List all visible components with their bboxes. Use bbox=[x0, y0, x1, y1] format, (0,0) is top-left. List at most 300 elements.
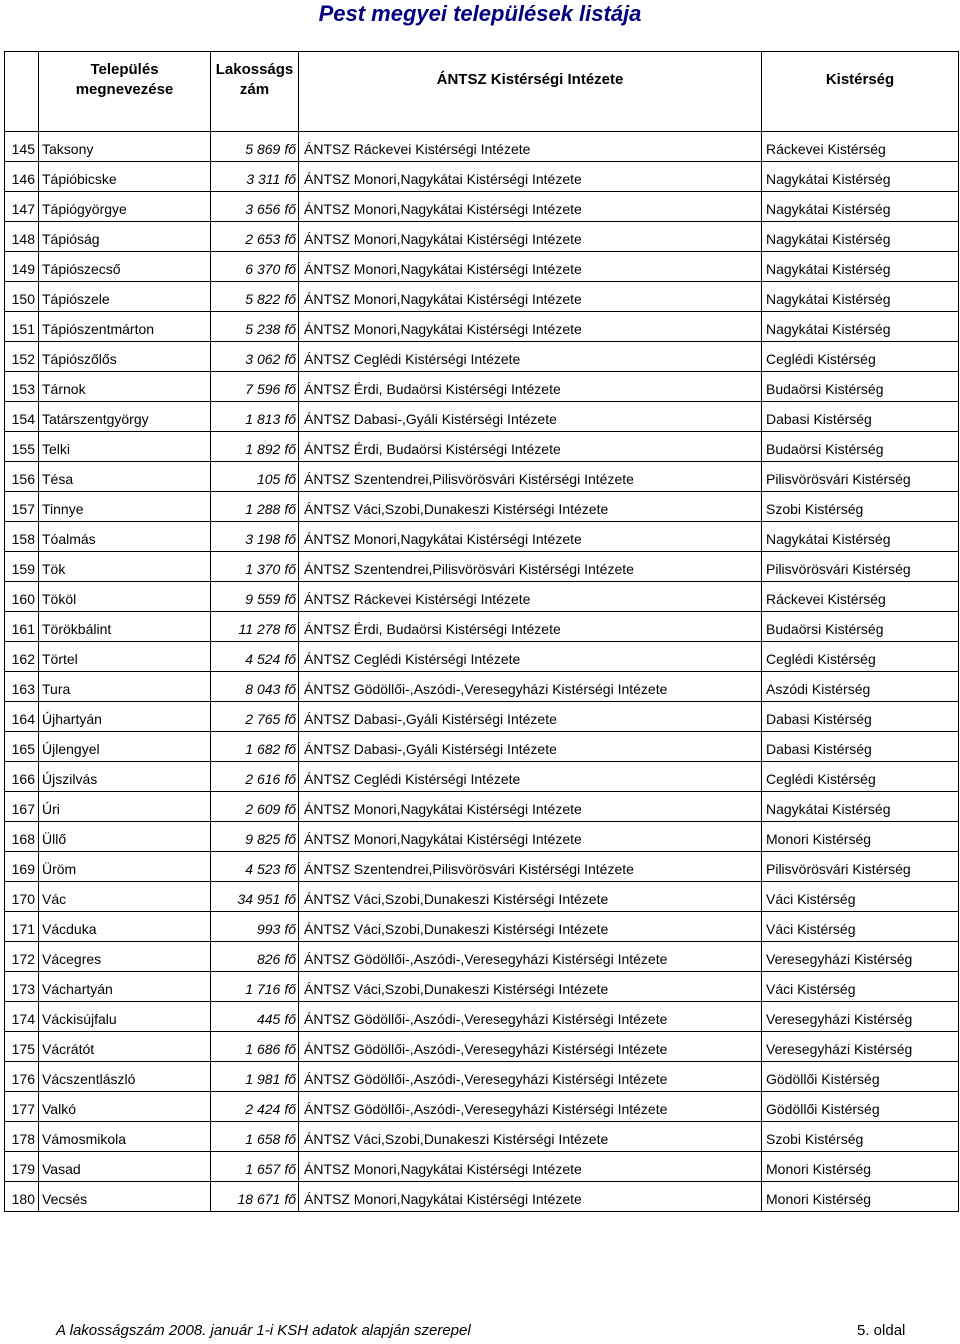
row-number: 146 bbox=[5, 162, 39, 192]
settlement-name: Tököl bbox=[39, 582, 211, 612]
table-row bbox=[5, 552, 959, 582]
institute-name: ÁNTSZ Gödöllői-,Aszódi-,Veresegyházi Kistérségi Intézete bbox=[299, 1002, 762, 1032]
population bbox=[211, 342, 299, 372]
population bbox=[211, 1092, 299, 1122]
population bbox=[211, 1122, 299, 1152]
row-number: 145 bbox=[5, 132, 39, 162]
subregion-name: Dabasi Kistérség bbox=[762, 732, 959, 762]
header-subregion: Kistérség bbox=[762, 52, 959, 109]
population bbox=[211, 732, 299, 762]
settlement-name: Vácszentlászló bbox=[39, 1062, 211, 1092]
settlement-name: Valkó bbox=[39, 1092, 211, 1122]
table-row bbox=[5, 1002, 959, 1032]
settlement-name: Úri bbox=[39, 792, 211, 822]
population-value: 445 bbox=[256, 1011, 281, 1027]
row-number: 168 bbox=[5, 822, 39, 852]
row-number: 159 bbox=[5, 552, 39, 582]
subregion-name: Ceglédi Kistérség bbox=[762, 342, 959, 372]
row-number: 161 bbox=[5, 612, 39, 642]
row-number: 154 bbox=[5, 402, 39, 432]
population bbox=[211, 582, 299, 612]
table-row bbox=[5, 162, 959, 192]
settlement-name: Tápióbicske bbox=[39, 162, 211, 192]
population-value: 5 238 bbox=[245, 321, 281, 337]
settlement-name: Újszilvás bbox=[39, 762, 211, 792]
population-unit: fő bbox=[284, 531, 296, 547]
population-unit: fő bbox=[284, 381, 296, 397]
population-unit: fő bbox=[284, 1191, 296, 1207]
population-value: 1 892 bbox=[245, 441, 281, 457]
settlement-name: Újlengyel bbox=[39, 732, 211, 762]
settlement-name: Taksony bbox=[39, 132, 211, 162]
population-unit: fő bbox=[284, 1101, 296, 1117]
population-value: 2 616 bbox=[245, 771, 281, 787]
population-unit: fő bbox=[284, 321, 296, 337]
institute-name: ÁNTSZ Gödöllői-,Aszódi-,Veresegyházi Kistérségi Intézete bbox=[299, 1032, 762, 1062]
settlements-table bbox=[4, 51, 959, 1212]
institute-name: ÁNTSZ Szentendrei,Pilisvörösvári Kistérségi Intézete bbox=[299, 552, 762, 582]
population bbox=[211, 642, 299, 672]
population bbox=[211, 1062, 299, 1092]
institute-name: ÁNTSZ Ceglédi Kistérségi Intézete bbox=[299, 762, 762, 792]
subregion-name: Monori Kistérség bbox=[762, 1152, 959, 1182]
table-row bbox=[5, 972, 959, 1002]
settlement-name: Tápiószecső bbox=[39, 252, 211, 282]
subregion-name: Váci Kistérség bbox=[762, 912, 959, 942]
population bbox=[211, 1152, 299, 1182]
population-value: 3 311 bbox=[246, 171, 281, 187]
population-unit: fő bbox=[284, 651, 296, 667]
settlement-name: Tápiószele bbox=[39, 282, 211, 312]
row-number: 150 bbox=[5, 282, 39, 312]
settlement-name: Tápiógyörgye bbox=[39, 192, 211, 222]
table-row bbox=[5, 1122, 959, 1152]
population bbox=[211, 1002, 299, 1032]
row-number: 165 bbox=[5, 732, 39, 762]
population bbox=[211, 852, 299, 882]
table-row bbox=[5, 582, 959, 612]
table-row bbox=[5, 522, 959, 552]
institute-name: ÁNTSZ Monori,Nagykátai Kistérségi Intézete bbox=[299, 252, 762, 282]
population bbox=[211, 372, 299, 402]
institute-name: ÁNTSZ Monori,Nagykátai Kistérségi Intézete bbox=[299, 312, 762, 342]
population-unit: fő bbox=[284, 1011, 296, 1027]
subregion-name: Nagykátai Kistérség bbox=[762, 192, 959, 222]
header-number bbox=[5, 52, 39, 109]
settlement-name: Tatárszentgyörgy bbox=[39, 402, 211, 432]
row-number: 169 bbox=[5, 852, 39, 882]
population bbox=[211, 882, 299, 912]
table-row bbox=[5, 642, 959, 672]
institute-name: ÁNTSZ Érdi, Budaörsi Kistérségi Intézete bbox=[299, 432, 762, 462]
subregion-name: Váci Kistérség bbox=[762, 882, 959, 912]
subregion-name: Veresegyházi Kistérség bbox=[762, 942, 959, 972]
institute-name: ÁNTSZ Monori,Nagykátai Kistérségi Intézete bbox=[299, 162, 762, 192]
institute-name: ÁNTSZ Érdi, Budaörsi Kistérségi Intézete bbox=[299, 612, 762, 642]
population bbox=[211, 522, 299, 552]
institute-name: ÁNTSZ Szentendrei,Pilisvörösvári Kistérségi Intézete bbox=[299, 852, 762, 882]
subregion-name: Veresegyházi Kistérség bbox=[762, 1002, 959, 1032]
settlement-name: Törtel bbox=[39, 642, 211, 672]
subregion-name: Budaörsi Kistérség bbox=[762, 612, 959, 642]
population bbox=[211, 222, 299, 252]
settlement-name: Tök bbox=[39, 552, 211, 582]
row-number: 160 bbox=[5, 582, 39, 612]
population bbox=[211, 432, 299, 462]
population-value: 4 523 bbox=[245, 861, 281, 877]
header-name-line-1: Település bbox=[90, 61, 159, 78]
subregion-name: Nagykátai Kistérség bbox=[762, 282, 959, 312]
table-header-row bbox=[5, 52, 959, 109]
population bbox=[211, 1032, 299, 1062]
subregion-name: Ceglédi Kistérség bbox=[762, 762, 959, 792]
institute-name: ÁNTSZ Ráckevei Kistérségi Intézete bbox=[299, 132, 762, 162]
population-value: 5 869 bbox=[245, 141, 281, 157]
table-row bbox=[5, 282, 959, 312]
table-row bbox=[5, 672, 959, 702]
row-number: 179 bbox=[5, 1152, 39, 1182]
population bbox=[211, 192, 299, 222]
population-value: 1 370 bbox=[245, 561, 281, 577]
institute-name: ÁNTSZ Szentendrei,Pilisvörösvári Kistérségi Intézete bbox=[299, 462, 762, 492]
population-value: 1 686 bbox=[245, 1041, 281, 1057]
population-value: 5 822 bbox=[245, 291, 281, 307]
subregion-name: Szobi Kistérség bbox=[762, 492, 959, 522]
population-value: 11 278 bbox=[238, 621, 281, 637]
population-value: 1 658 bbox=[245, 1131, 281, 1147]
institute-name: ÁNTSZ Monori,Nagykátai Kistérségi Intézete bbox=[299, 1182, 762, 1212]
settlement-name: Váchartyán bbox=[39, 972, 211, 1002]
population-unit: fő bbox=[284, 681, 296, 697]
population bbox=[211, 942, 299, 972]
subregion-name: Dabasi Kistérség bbox=[762, 702, 959, 732]
institute-name: ÁNTSZ Monori,Nagykátai Kistérségi Intézete bbox=[299, 222, 762, 252]
settlement-name: Tóalmás bbox=[39, 522, 211, 552]
settlement-name: Tápiószőlős bbox=[39, 342, 211, 372]
subregion-name: Nagykátai Kistérség bbox=[762, 252, 959, 282]
population-value: 2 653 bbox=[245, 231, 281, 247]
population-unit: fő bbox=[284, 561, 296, 577]
institute-name: ÁNTSZ Monori,Nagykátai Kistérségi Intézete bbox=[299, 1152, 762, 1182]
row-number: 175 bbox=[5, 1032, 39, 1062]
population-unit: fő bbox=[284, 831, 296, 847]
population-unit: fő bbox=[284, 591, 296, 607]
population-value: 1 716 bbox=[245, 981, 281, 997]
population-unit: fő bbox=[284, 801, 296, 817]
population-unit: fő bbox=[284, 411, 296, 427]
page-title: Pest megyei települések listája bbox=[318, 1, 642, 26]
settlement-name: Váckisújfalu bbox=[39, 1002, 211, 1032]
population bbox=[211, 252, 299, 282]
settlement-name: Újhartyán bbox=[39, 702, 211, 732]
institute-name: ÁNTSZ Ráckevei Kistérségi Intézete bbox=[299, 582, 762, 612]
settlement-name: Vácduka bbox=[39, 912, 211, 942]
institute-name: ÁNTSZ Gödöllői-,Aszódi-,Veresegyházi Kistérségi Intézete bbox=[299, 1092, 762, 1122]
population-value: 7 596 bbox=[245, 381, 281, 397]
population-unit: fő bbox=[284, 621, 296, 637]
population-value: 9 825 bbox=[245, 831, 281, 847]
population-unit: fő bbox=[284, 1131, 296, 1147]
settlement-name: Üröm bbox=[39, 852, 211, 882]
population-unit: fő bbox=[284, 231, 296, 247]
table-row bbox=[5, 612, 959, 642]
settlement-name: Vecsés bbox=[39, 1182, 211, 1212]
population-unit: fő bbox=[284, 1071, 296, 1087]
header-institute: ÁNTSZ Kistérségi Intézete bbox=[299, 52, 762, 109]
table-row bbox=[5, 342, 959, 372]
institute-name: ÁNTSZ Gödöllői-,Aszódi-,Veresegyházi Kistérségi Intézete bbox=[299, 942, 762, 972]
population-unit: fő bbox=[284, 951, 296, 967]
population-unit: fő bbox=[284, 1161, 296, 1177]
population bbox=[211, 162, 299, 192]
header-spacer-row bbox=[5, 108, 959, 132]
header-pop-line-1: Lakosságs bbox=[215, 61, 294, 78]
row-number: 171 bbox=[5, 912, 39, 942]
table-row bbox=[5, 432, 959, 462]
population-value: 993 bbox=[256, 921, 281, 937]
table-row bbox=[5, 1062, 959, 1092]
institute-name: ÁNTSZ Gödöllői-,Aszódi-,Veresegyházi Kistérségi Intézete bbox=[299, 1062, 762, 1092]
row-number: 148 bbox=[5, 222, 39, 252]
population-unit: fő bbox=[284, 891, 296, 907]
settlement-name: Üllő bbox=[39, 822, 211, 852]
institute-name: ÁNTSZ Gödöllői-,Aszódi-,Veresegyházi Kistérségi Intézete bbox=[299, 672, 762, 702]
population-value: 18 671 bbox=[237, 1191, 281, 1207]
row-number: 153 bbox=[5, 372, 39, 402]
row-number: 151 bbox=[5, 312, 39, 342]
population bbox=[211, 132, 299, 162]
settlement-name: Tárnok bbox=[39, 372, 211, 402]
subregion-name: Ceglédi Kistérség bbox=[762, 642, 959, 672]
population-unit: fő bbox=[284, 861, 296, 877]
settlement-name: Tápiószentmárton bbox=[39, 312, 211, 342]
population-unit: fő bbox=[284, 441, 296, 457]
population bbox=[211, 822, 299, 852]
subregion-name: Dabasi Kistérség bbox=[762, 402, 959, 432]
population-unit: fő bbox=[284, 171, 296, 187]
table-row bbox=[5, 822, 959, 852]
settlement-name: Vácrátót bbox=[39, 1032, 211, 1062]
row-number: 163 bbox=[5, 672, 39, 702]
row-number: 158 bbox=[5, 522, 39, 552]
population-value: 105 bbox=[256, 471, 281, 487]
population bbox=[211, 972, 299, 1002]
population-value: 826 bbox=[256, 951, 281, 967]
institute-name: ÁNTSZ Monori,Nagykátai Kistérségi Intézete bbox=[299, 282, 762, 312]
population-value: 3 198 bbox=[245, 531, 281, 547]
row-number: 176 bbox=[5, 1062, 39, 1092]
subregion-name: Ráckevei Kistérség bbox=[762, 582, 959, 612]
subregion-name: Nagykátai Kistérség bbox=[762, 522, 959, 552]
institute-name: ÁNTSZ Dabasi-,Gyáli Kistérségi Intézete bbox=[299, 402, 762, 432]
population bbox=[211, 1182, 299, 1212]
population bbox=[211, 312, 299, 342]
institute-name: ÁNTSZ Monori,Nagykátai Kistérségi Intézete bbox=[299, 792, 762, 822]
table-row bbox=[5, 132, 959, 162]
subregion-name: Nagykátai Kistérség bbox=[762, 162, 959, 192]
population-unit: fő bbox=[284, 261, 296, 277]
institute-name: ÁNTSZ Váci,Szobi,Dunakeszi Kistérségi Intézete bbox=[299, 972, 762, 1002]
settlement-name: Tura bbox=[39, 672, 211, 702]
institute-name: ÁNTSZ Érdi, Budaörsi Kistérségi Intézete bbox=[299, 372, 762, 402]
row-number: 164 bbox=[5, 702, 39, 732]
settlement-name: Tésa bbox=[39, 462, 211, 492]
table-row bbox=[5, 372, 959, 402]
population-value: 2 765 bbox=[245, 711, 281, 727]
institute-name: ÁNTSZ Váci,Szobi,Dunakeszi Kistérségi Intézete bbox=[299, 492, 762, 522]
settlement-name: Vácegres bbox=[39, 942, 211, 972]
population-value: 1 288 bbox=[245, 501, 281, 517]
population-value: 8 043 bbox=[245, 681, 281, 697]
table-row bbox=[5, 882, 959, 912]
population bbox=[211, 402, 299, 432]
population bbox=[211, 612, 299, 642]
header-population bbox=[211, 52, 299, 109]
table-row bbox=[5, 1092, 959, 1122]
table-row bbox=[5, 222, 959, 252]
table-row bbox=[5, 852, 959, 882]
row-number: 172 bbox=[5, 942, 39, 972]
population-value: 6 370 bbox=[245, 261, 281, 277]
institute-name: ÁNTSZ Ceglédi Kistérségi Intézete bbox=[299, 642, 762, 672]
settlement-name: Tinnye bbox=[39, 492, 211, 522]
subregion-name: Nagykátai Kistérség bbox=[762, 792, 959, 822]
table-row bbox=[5, 492, 959, 522]
row-number: 147 bbox=[5, 192, 39, 222]
population-unit: fő bbox=[284, 1041, 296, 1057]
population-unit: fő bbox=[284, 141, 296, 157]
settlement-name: Telki bbox=[39, 432, 211, 462]
subregion-name: Váci Kistérség bbox=[762, 972, 959, 1002]
population-unit: fő bbox=[284, 201, 296, 217]
institute-name: ÁNTSZ Váci,Szobi,Dunakeszi Kistérségi Intézete bbox=[299, 912, 762, 942]
table-row bbox=[5, 942, 959, 972]
institute-name: ÁNTSZ Monori,Nagykátai Kistérségi Intézete bbox=[299, 192, 762, 222]
table-row bbox=[5, 732, 959, 762]
row-number: 180 bbox=[5, 1182, 39, 1212]
table-row bbox=[5, 192, 959, 222]
institute-name: ÁNTSZ Monori,Nagykátai Kistérségi Intézete bbox=[299, 822, 762, 852]
settlement-name: Vác bbox=[39, 882, 211, 912]
table-row bbox=[5, 1152, 959, 1182]
subregion-name: Pilisvörösvári Kistérség bbox=[762, 462, 959, 492]
row-number: 173 bbox=[5, 972, 39, 1002]
population-value: 34 951 bbox=[237, 891, 281, 907]
population-unit: fő bbox=[284, 351, 296, 367]
settlement-name: Vasad bbox=[39, 1152, 211, 1182]
table-row bbox=[5, 912, 959, 942]
population-value: 1 981 bbox=[245, 1071, 281, 1087]
table-row bbox=[5, 462, 959, 492]
settlement-name: Vámosmikola bbox=[39, 1122, 211, 1152]
population-value: 1 657 bbox=[245, 1161, 281, 1177]
row-number: 157 bbox=[5, 492, 39, 522]
subregion-name: Gödöllői Kistérség bbox=[762, 1092, 959, 1122]
subregion-name: Monori Kistérség bbox=[762, 822, 959, 852]
row-number: 166 bbox=[5, 762, 39, 792]
institute-name: ÁNTSZ Dabasi-,Gyáli Kistérségi Intézete bbox=[299, 732, 762, 762]
row-number: 162 bbox=[5, 642, 39, 672]
subregion-name: Szobi Kistérség bbox=[762, 1122, 959, 1152]
institute-name: ÁNTSZ Monori,Nagykátai Kistérségi Intézete bbox=[299, 522, 762, 552]
row-number: 149 bbox=[5, 252, 39, 282]
table-row bbox=[5, 252, 959, 282]
subregion-name: Pilisvörösvári Kistérség bbox=[762, 852, 959, 882]
population bbox=[211, 492, 299, 522]
population bbox=[211, 702, 299, 732]
population-unit: fő bbox=[284, 981, 296, 997]
footer-note: A lakosságszám 2008. január 1-i KSH adatok alapján szerepel bbox=[56, 1322, 471, 1339]
row-number: 152 bbox=[5, 342, 39, 372]
population-unit: fő bbox=[284, 501, 296, 517]
subregion-name: Pilisvörösvári Kistérség bbox=[762, 552, 959, 582]
header-settlement-name bbox=[39, 52, 211, 109]
subregion-name: Budaörsi Kistérség bbox=[762, 372, 959, 402]
population-unit: fő bbox=[284, 291, 296, 307]
institute-name: ÁNTSZ Váci,Szobi,Dunakeszi Kistérségi Intézete bbox=[299, 1122, 762, 1152]
subregion-name: Budaörsi Kistérség bbox=[762, 432, 959, 462]
table-row bbox=[5, 762, 959, 792]
population bbox=[211, 762, 299, 792]
page-number: 5. oldal bbox=[857, 1322, 906, 1339]
subregion-name: Ráckevei Kistérség bbox=[762, 132, 959, 162]
population-unit: fő bbox=[284, 771, 296, 787]
population-value: 2 424 bbox=[245, 1101, 281, 1117]
table-row bbox=[5, 402, 959, 432]
row-number: 177 bbox=[5, 1092, 39, 1122]
institute-name: ÁNTSZ Váci,Szobi,Dunakeszi Kistérségi Intézete bbox=[299, 882, 762, 912]
subregion-name: Nagykátai Kistérség bbox=[762, 312, 959, 342]
subregion-name: Nagykátai Kistérség bbox=[762, 222, 959, 252]
subregion-name: Aszódi Kistérség bbox=[762, 672, 959, 702]
row-number: 178 bbox=[5, 1122, 39, 1152]
population bbox=[211, 552, 299, 582]
row-number: 155 bbox=[5, 432, 39, 462]
population bbox=[211, 282, 299, 312]
population-unit: fő bbox=[284, 471, 296, 487]
population-value: 1 813 bbox=[245, 411, 281, 427]
population-unit: fő bbox=[284, 741, 296, 757]
population bbox=[211, 792, 299, 822]
subregion-name: Monori Kistérség bbox=[762, 1182, 959, 1212]
population-value: 3 656 bbox=[245, 201, 281, 217]
table-row bbox=[5, 792, 959, 822]
settlement-name: Tápióság bbox=[39, 222, 211, 252]
population-value: 1 682 bbox=[245, 741, 281, 757]
table-row bbox=[5, 702, 959, 732]
table-body bbox=[5, 132, 959, 1212]
population bbox=[211, 672, 299, 702]
header-name-line-2: megnevezése bbox=[75, 81, 174, 98]
row-number: 156 bbox=[5, 462, 39, 492]
header-pop-line-2: zám bbox=[239, 81, 270, 98]
population bbox=[211, 462, 299, 492]
population-unit: fő bbox=[284, 711, 296, 727]
table-row bbox=[5, 1032, 959, 1062]
population-value: 3 062 bbox=[245, 351, 281, 367]
population-value: 4 524 bbox=[245, 651, 281, 667]
row-number: 174 bbox=[5, 1002, 39, 1032]
settlement-name: Törökbálint bbox=[39, 612, 211, 642]
population bbox=[211, 912, 299, 942]
population-value: 9 559 bbox=[245, 591, 281, 607]
institute-name: ÁNTSZ Dabasi-,Gyáli Kistérségi Intézete bbox=[299, 702, 762, 732]
population-unit: fő bbox=[284, 921, 296, 937]
table-row bbox=[5, 1182, 959, 1212]
row-number: 170 bbox=[5, 882, 39, 912]
row-number: 167 bbox=[5, 792, 39, 822]
institute-name: ÁNTSZ Ceglédi Kistérségi Intézete bbox=[299, 342, 762, 372]
